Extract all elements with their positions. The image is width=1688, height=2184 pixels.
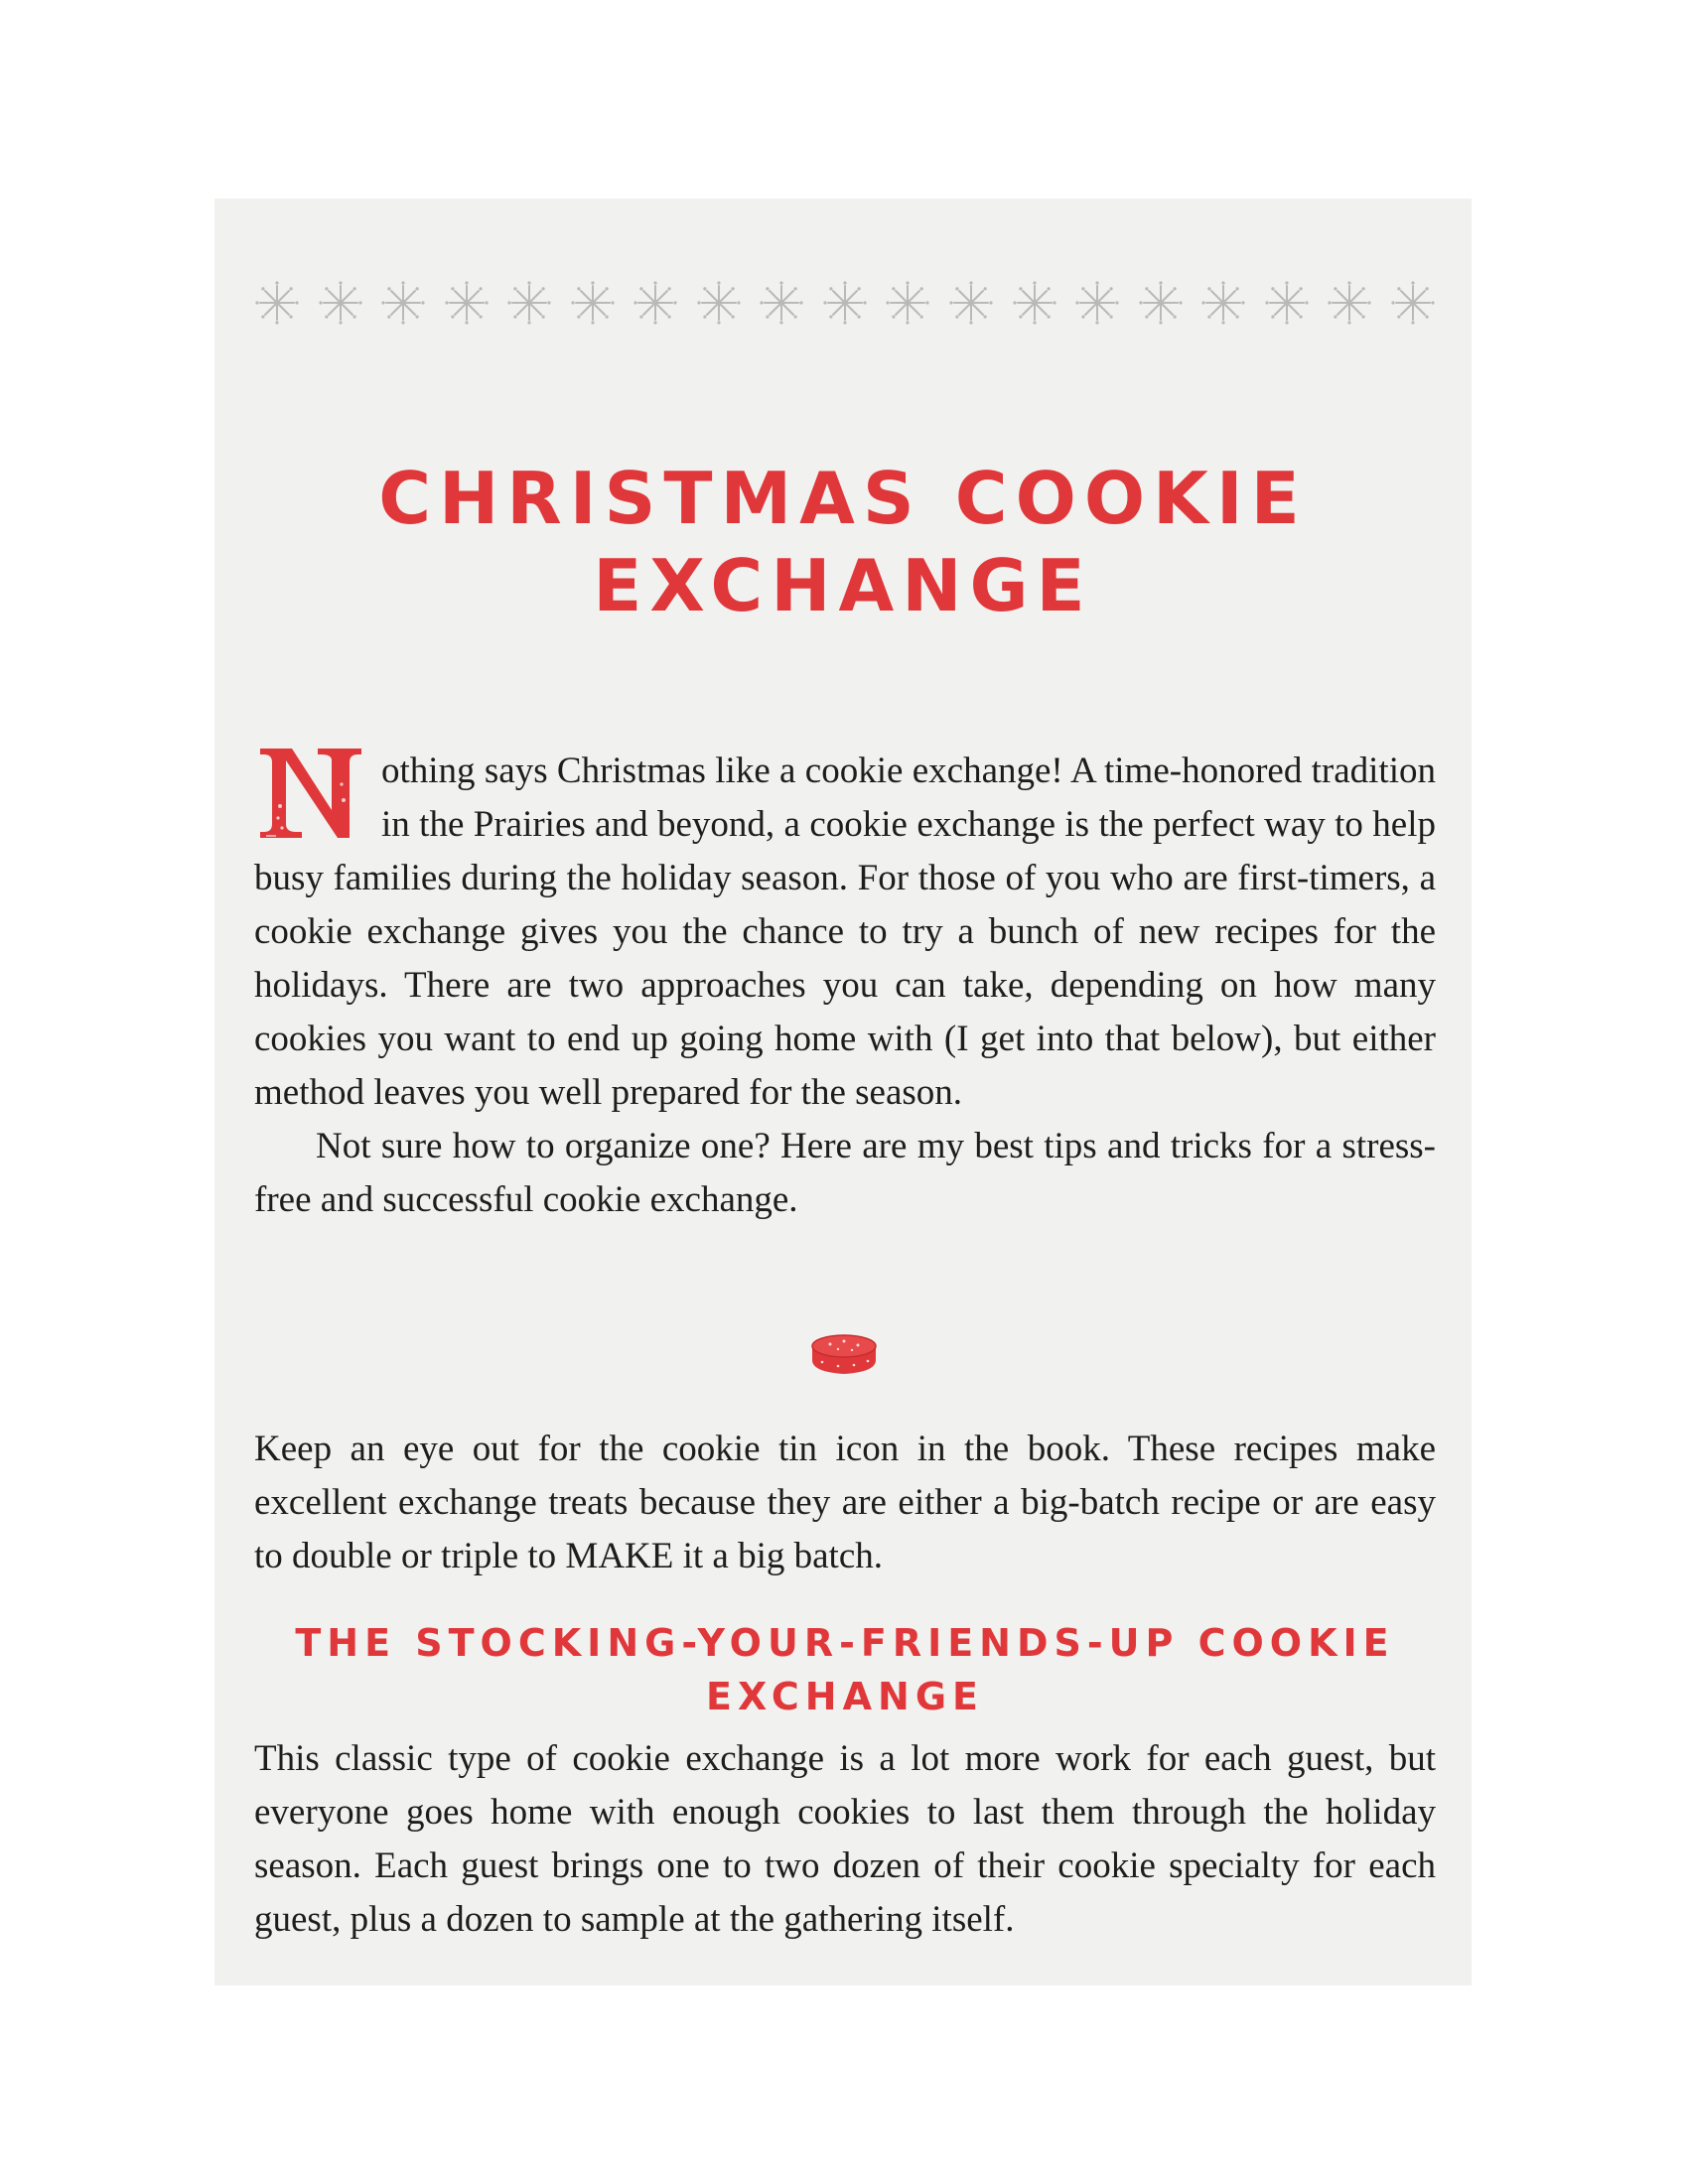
snowflake-icon xyxy=(696,280,742,326)
snowflake-icon xyxy=(1012,280,1057,326)
snowflake-icon xyxy=(380,280,426,326)
section-paragraph: This classic type of cookie exchange is a lot more work for each guest, but everyone goes home with enough cookies to last them through the holiday season. Each guest brings one to two dozen of their cookie specialty for each guest, plus a dozen to sample at the gathering itself. xyxy=(254,1738,1436,1940)
section-heading-line-1: THE STOCKING-YOUR-FRIENDS-UP COOKIE xyxy=(295,1621,1395,1665)
title-line-1: CHRISTMAS COOKIE xyxy=(378,457,1308,540)
snowflake-icon xyxy=(948,280,994,326)
snowflake-icon xyxy=(506,280,552,326)
title-line-2: EXCHANGE xyxy=(593,544,1093,627)
page-panel xyxy=(214,199,1472,1985)
intro-paragraph-1: othing says Christmas like a cookie exchange! A time-honored tradition in the Prairies and beyond, a cookie exchange is the perfect way to help busy families during the holiday season. For those of you who are first-timers, a cookie exchange gives you the chance to try a bunch of new recipes for the holidays. There are two approaches you can take, depending on how many cookies you want to end up going home with (I get into that below), but either method leaves you well prepared for the season. xyxy=(254,751,1436,1113)
snowflake-icon xyxy=(1074,280,1120,326)
snowflake-icon xyxy=(759,280,804,326)
cookie-tin-tip: Keep an eye out for the cookie tin icon in the book. These recipes make excellent exchange treats because they are either a big-batch recipe or are easy to double or triple to MAKE it a big batch. xyxy=(254,1429,1436,1576)
section-heading-line-2: EXCHANGE xyxy=(706,1675,984,1718)
snowflake-icon xyxy=(1138,280,1184,326)
snowflake-icon xyxy=(885,280,930,326)
snowflake-icon xyxy=(822,280,868,326)
dropcap-n-icon xyxy=(258,745,363,842)
snowflake-icon xyxy=(570,280,616,326)
snowflake-icon xyxy=(254,280,300,326)
snowflake-icon xyxy=(1264,280,1310,326)
intro-section xyxy=(254,745,1436,1227)
snowflake-icon xyxy=(1200,280,1246,326)
cookie-tin-icon xyxy=(808,1330,880,1378)
snowflake-icon xyxy=(633,280,678,326)
snowflake-icon xyxy=(318,280,363,326)
snowflake-icon xyxy=(444,280,490,326)
snowflake-icon xyxy=(1390,280,1436,326)
snowflake-border xyxy=(254,278,1436,328)
section-heading xyxy=(254,1616,1436,1723)
intro-paragraph-2: Not sure how to organize one? Here are my best tips and tricks for a stress-free and successful cookie exchange. xyxy=(254,1126,1436,1220)
snowflake-icon xyxy=(1327,280,1372,326)
page-title xyxy=(214,455,1472,629)
